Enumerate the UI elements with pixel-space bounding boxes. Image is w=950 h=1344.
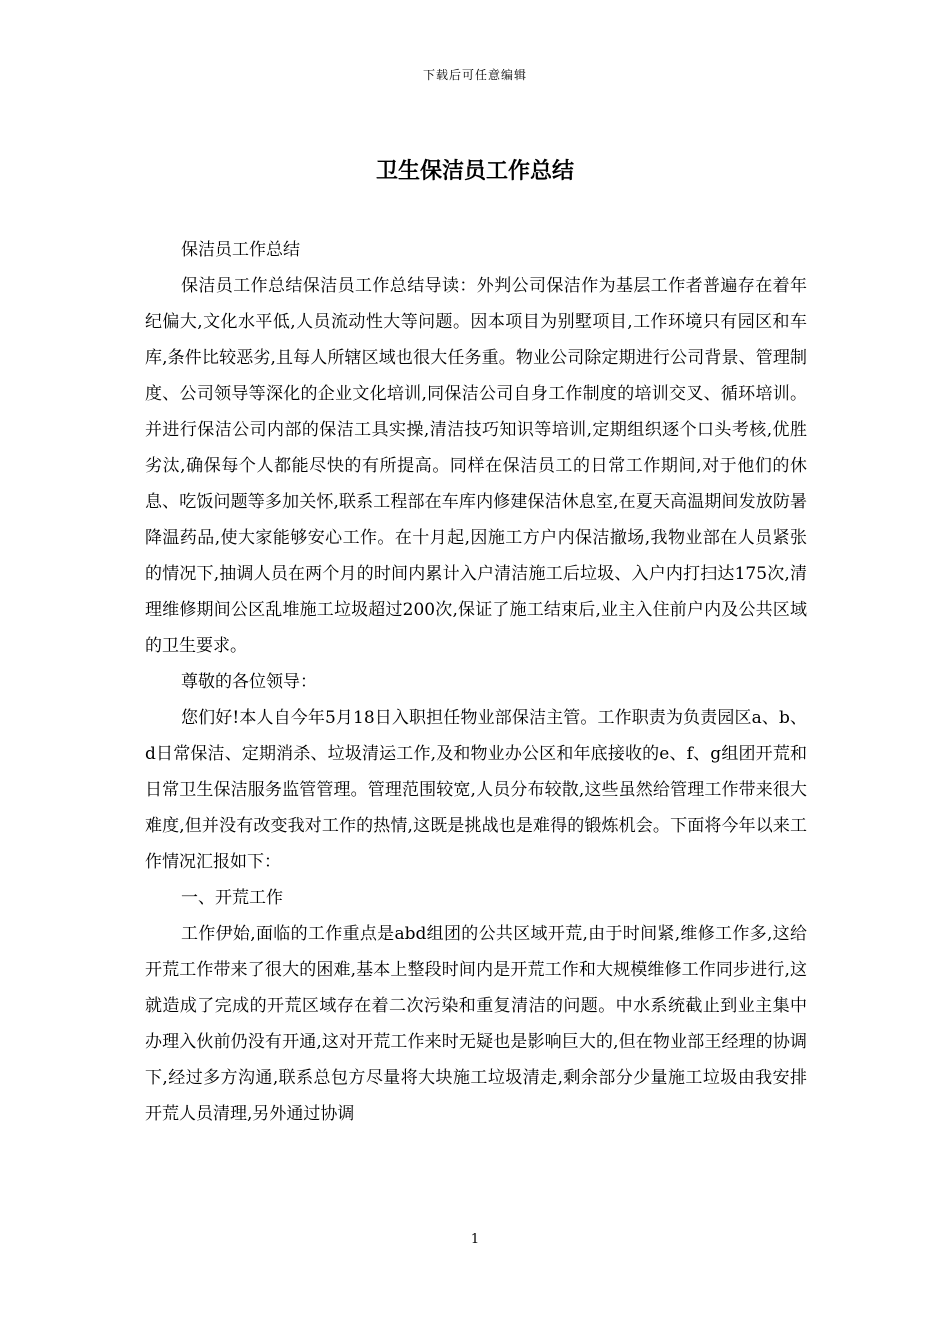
section-heading-1: 一、开荒工作 xyxy=(181,888,283,908)
paragraph-section-1: 工作伊始,面临的工作重点是abd组团的公共区域开荒,由于时间紧,维修工作多,这给开荒工作带来了很大的困难,基本上整段时间内是开荒工作和大规模维修工作同步进行,这就造成了完成的开荒区域存在着二次污染和重复清洁的问题。中水系统截止到业主集中办理入伙前仍没有开通,这对开荒工作来时无疑也是影响巨大的,但在物业部王经理的协调下,经过多方沟通,联系总包方尽量将大块施工垃圾清走,剩余部分少量施工垃圾由我安排开荒人员清理,另外通过协调 xyxy=(145,924,807,1124)
paragraph-salutation: 尊敬的各位领导： xyxy=(181,672,317,692)
document-title: 卫生保洁员工作总结 xyxy=(375,159,574,184)
paragraph-subtitle: 保洁员工作总结 xyxy=(181,240,300,260)
page-header-note: 下载后可任意编辑 xyxy=(422,68,527,82)
paragraph-greeting: 您们好!本人自今年5月18日入职担任物业部保洁主管。工作职责为负责园区a、b、d日常保洁、定期消杀、垃圾清运工作,及和物业办公区和年底接收的e、f、g组团开荒和日常卫生保洁服务监管管理。管理范围较宽,人员分布较散,这些虽然给管理工作带来很大难度,但并没有改变我对工作的热情,这既是挑战也是难得的锻炼机会。下面将今年以来工作情况汇报如下： xyxy=(145,708,807,872)
page-number: 1 xyxy=(470,1232,480,1247)
document-body xyxy=(145,232,807,1132)
paragraph-intro: 保洁员工作总结保洁员工作总结导读：外判公司保洁作为基层工作者普遍存在着年纪偏大,文化水平低,人员流动性大等问题。因本项目为别墅项目,工作环境只有园区和车库,条件比较恶劣,且每人所辖区域也很大任务重。物业公司除定期进行公司背景、管理制度、公司领导等深化的企业文化培训,同保洁公司自身工作制度的培训交叉、循环培训。并进行保洁公司内部的保洁工具实操,清洁技巧知识等培训,定期组织逐个口头考核,优胜劣汰,确保每个人都能尽快的有所提高。同样在保洁员工的日常工作期间,对于他们的休息、吃饭问题等多加关怀,联系工程部在车库内修建保洁休息室,在夏天高温期间发放防暑降温药品,使大家能够安心工作。在十月起,因施工方户内保洁撤场,我物业部在人员紧张的情况下,抽调人员在两个月的时间内累计入户清洁施工后垃圾、入户内打扫达175次,清理维修期间公区乱堆施工垃圾超过200次,保证了施工结束后,业主入住前户内及公共区域的卫生要求。 xyxy=(145,276,807,656)
